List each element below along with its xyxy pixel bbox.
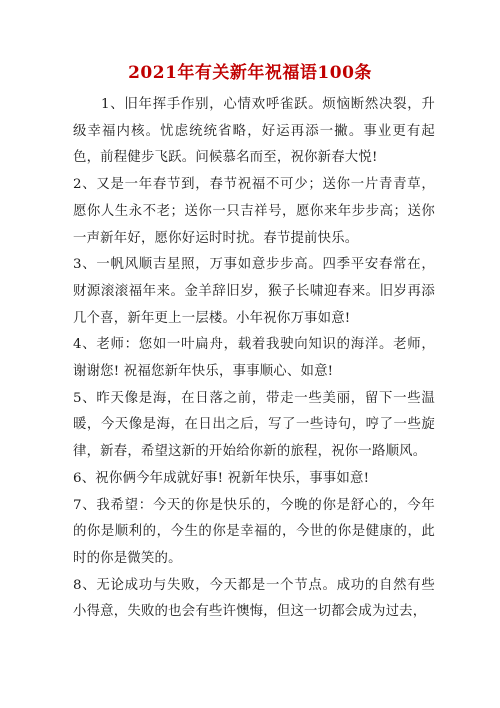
paragraph-1: 1、旧年挥手作别，心情欢呼雀跃。烦恼断然决裂，升级幸福内核。忧虑统统省略，好运再添一撇。事业更有起色，前程健步飞跃。问候慕名而至，祝你新春大悦! [73,97,435,166]
paragraph-7: 7、我希望：今天的你是快乐的，今晚的你是舒心的，今年的你是顺利的，今生的你是幸福的，今世的你是健康的，此时的你是微笑的。 [73,497,435,566]
paragraph-5: 5、昨天像是海，在日落之前，带走一些美丽，留下一些温暖，今天像是海，在日出之后，写了一些诗句，哼了一些旋律，新春，希望这新的开始给你新的旅程，祝你一路顺风。 [73,390,435,460]
document-body [73,92,435,626]
document-title: 2021年有关新年祝福语100条 [128,63,372,83]
paragraph-4: 4、老师：您如一叶扁舟，载着我驶向知识的海洋。老师，谢谢您! 祝福您新年快乐，事事顺心、如意! [73,337,435,380]
paragraph-2: 2、又是一年春节到，春节祝福不可少；送你一片青青草，愿你人生永不老；送你一只吉祥号，愿你来年步步高；送你一声新年好，愿你好运时时扰。春节提前快乐。 [73,177,435,246]
paragraph-6: 6、祝你俩今年成就好事! 祝新年快乐，事事如意! [73,470,370,486]
paragraph-8: 8、无论成功与失败，今天都是一个节点。成功的自然有些小得意，失败的也会有些许懊悔，但这一切都会成为过去， [73,577,435,620]
paragraph-3: 3、一帆风顺吉星照，万事如意步步高。四季平安春常在，财源滚滚福年来。金羊辞旧岁，猴子长啸迎春来。旧岁再添几个喜，新年更上一层楼。小年祝你万事如意! [73,257,435,326]
